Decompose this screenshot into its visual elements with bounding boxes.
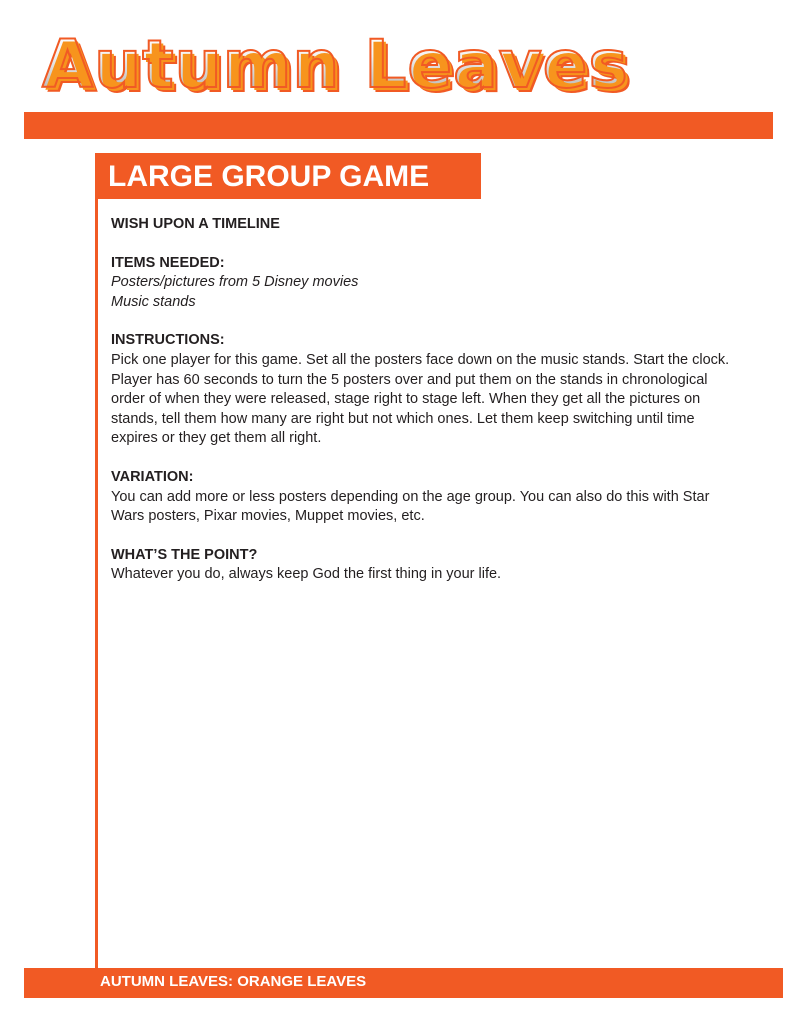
section-title: LARGE GROUP GAME — [108, 160, 430, 193]
header-band — [24, 112, 773, 139]
instructions-text: Pick one player for this game. Set all the posters face down on the music stands. Start the clock. Player has 60 seconds to turn the 5 posters over and put them on the stands in chronological order of when they were released, stage right to stage left. When they get all the pictures on stands, tell them how many are right but not which ones. Let them keep switching until time expires or they get them all right. — [111, 351, 730, 447]
point-heading: WHAT’S THE POINT? — [111, 546, 258, 563]
game-name: WISH UPON A TIMELINE — [111, 216, 280, 232]
items-needed-item: Posters/pictures from 5 Disney movies — [111, 274, 359, 291]
point-text: Whatever you do, always keep God the first thing in your life. — [111, 566, 502, 583]
instructions-heading: INSTRUCTIONS: — [111, 332, 225, 349]
variation-section — [111, 468, 731, 527]
items-needed-item: Music stands — [111, 293, 196, 310]
left-rule — [95, 153, 98, 968]
game-content — [111, 215, 731, 604]
point-section — [111, 546, 731, 585]
instructions-section — [111, 331, 731, 449]
brand-title: Autumn Leaves — [42, 26, 629, 103]
items-needed-section — [111, 254, 731, 313]
variation-text: You can add more or less posters depending on the age group. You can also do this with Star Wars posters, Pixar movies, Muppet movies, etc. — [111, 488, 710, 525]
items-needed-heading: ITEMS NEEDED: — [111, 254, 225, 271]
variation-heading: VARIATION: — [111, 468, 194, 485]
footer-text: AUTUMN LEAVES: ORANGE LEAVES — [100, 973, 367, 990]
